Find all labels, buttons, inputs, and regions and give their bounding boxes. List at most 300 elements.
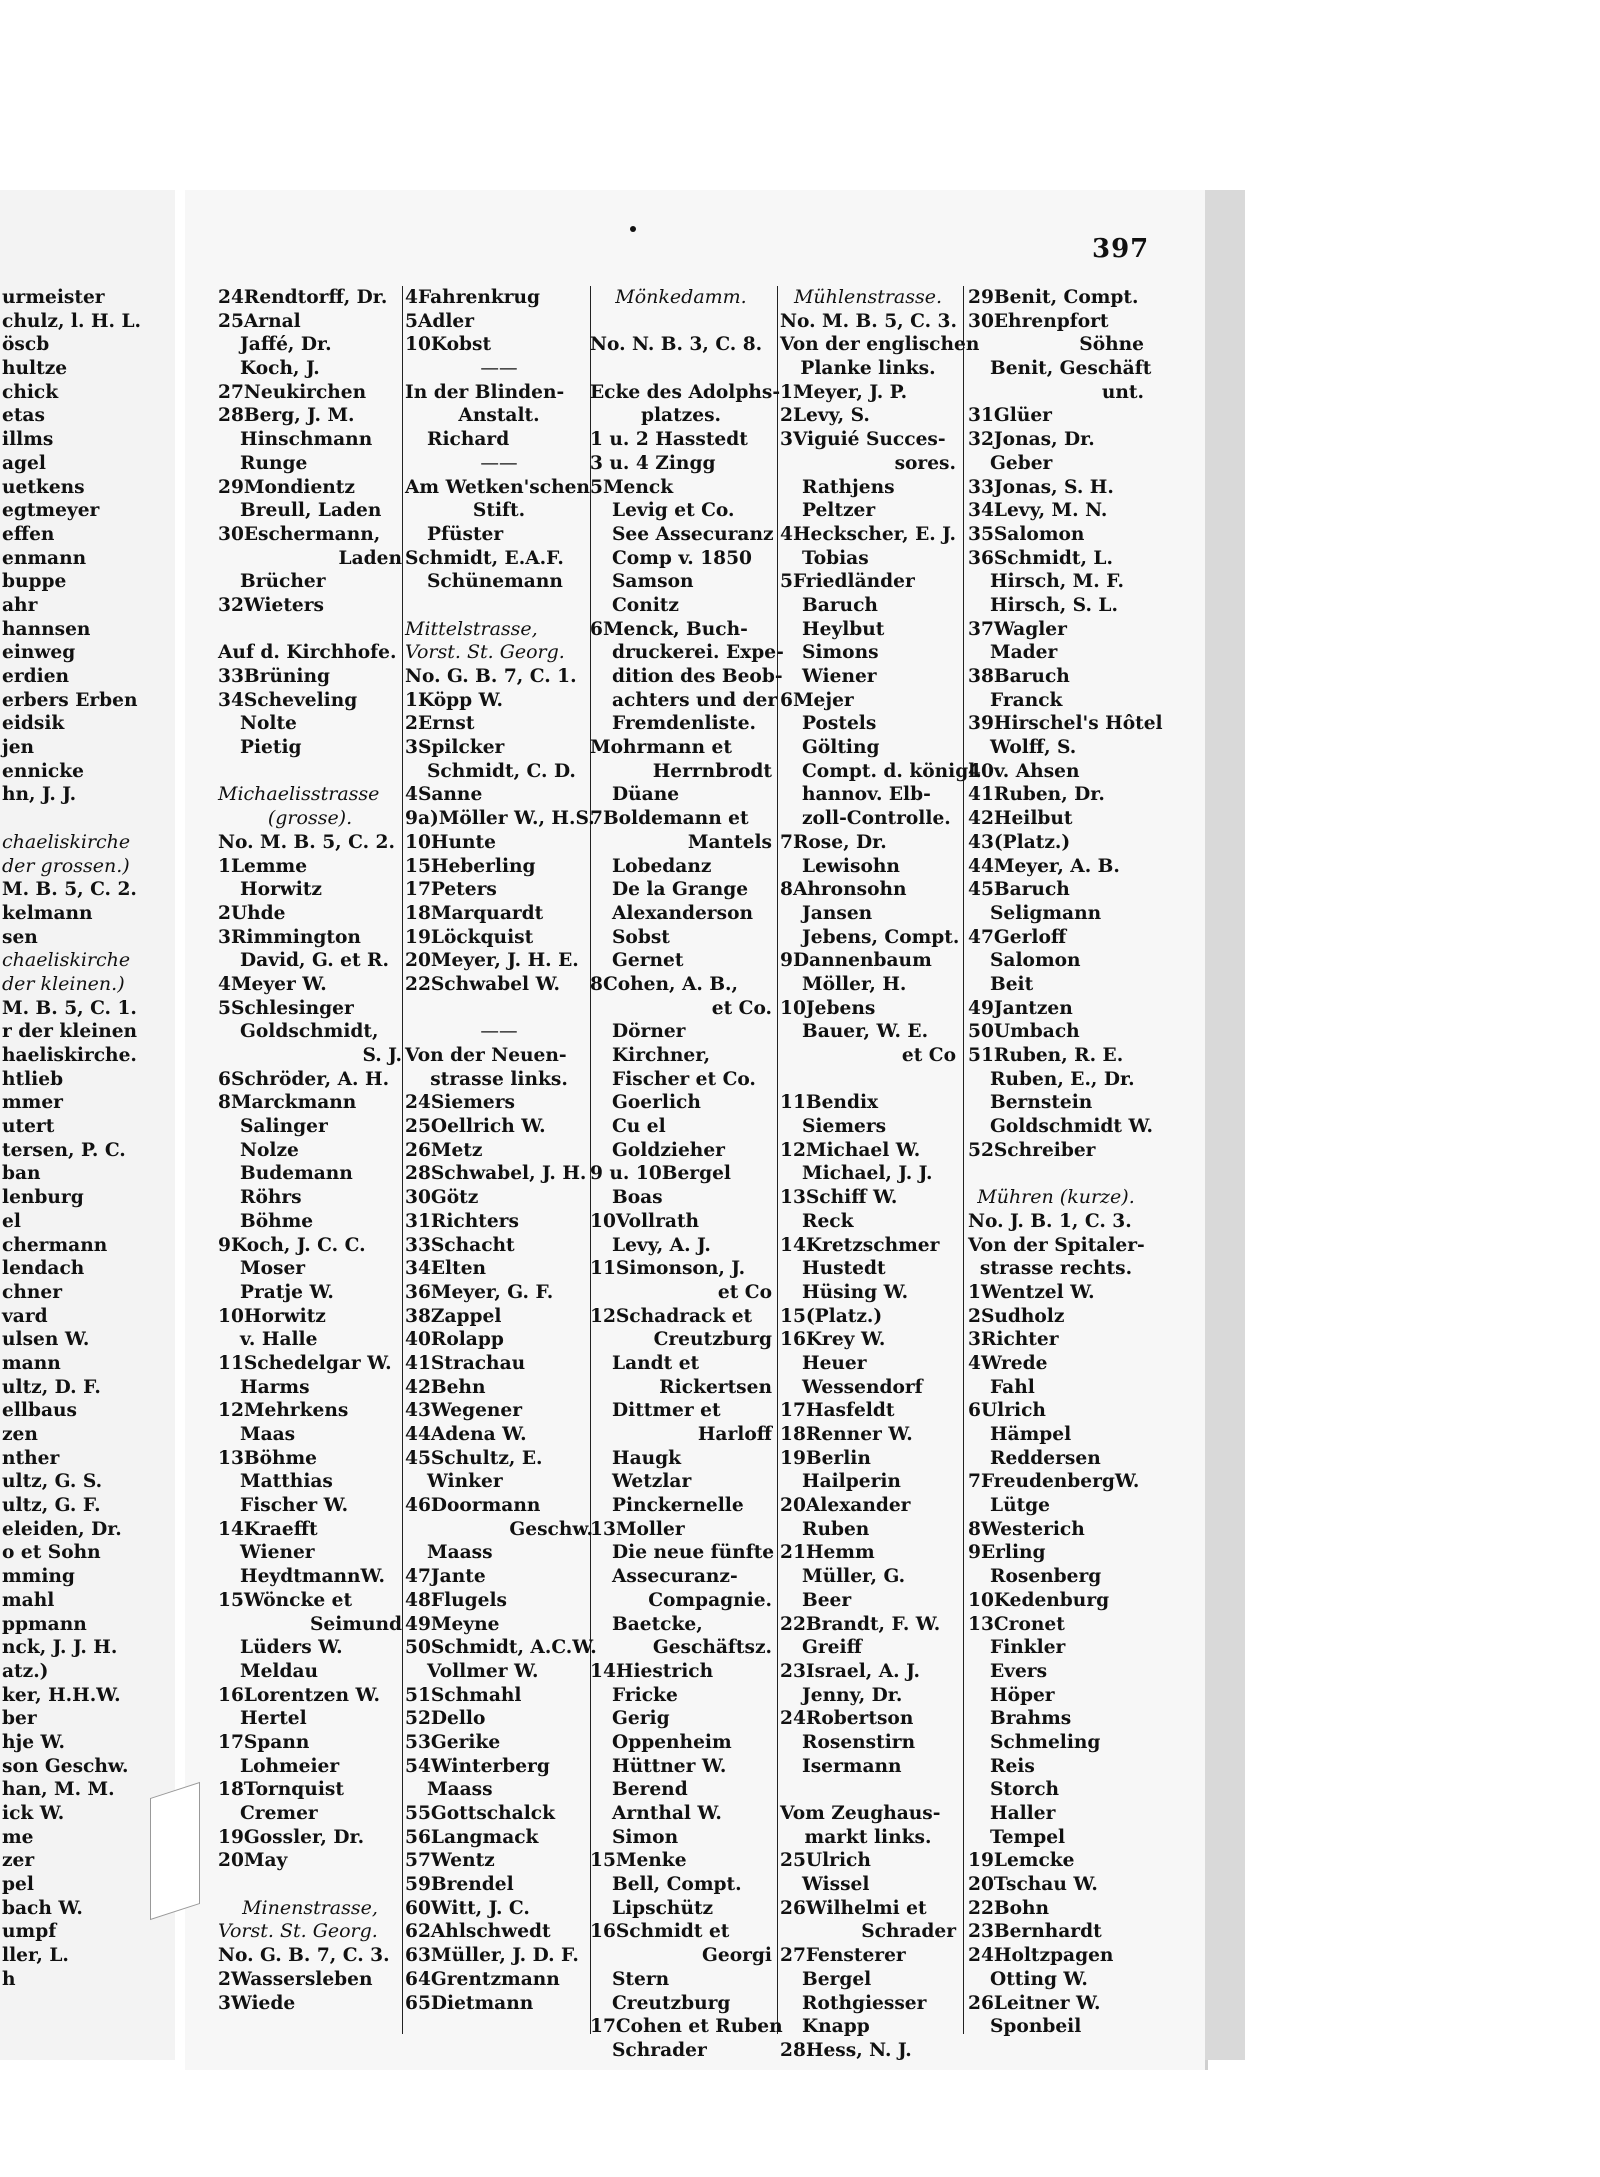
directory-entry: Geschw. <box>509 1518 593 1540</box>
directory-entry: 39Hirschel's Hôtel <box>968 713 1163 735</box>
directory-entry: 9 u. 10Bergel <box>590 1163 731 1185</box>
directory-entry: Winker <box>427 1471 503 1493</box>
directory-entry: Von der Spitaler- <box>968 1234 1145 1256</box>
directory-entry: 4Wrede <box>968 1352 1048 1374</box>
directory-entry: Laden <box>338 547 402 569</box>
directory-entry: Mühlenstrasse. <box>793 286 943 308</box>
directory-entry: 14Kretzschmer <box>780 1234 940 1256</box>
directory-entry: urmeister <box>2 287 105 308</box>
directory-entry: Fricke <box>612 1684 678 1706</box>
directory-entry: Tobias <box>802 547 869 569</box>
directory-entry: No. M. B. 5, C. 3. <box>780 310 957 332</box>
directory-entry: Salomon <box>990 950 1081 972</box>
directory-entry: 21Hemm <box>780 1542 875 1564</box>
directory-entry: Rosenstirn <box>802 1731 916 1753</box>
directory-entry: Michaelisstrasse <box>218 783 380 806</box>
text-column-3 <box>590 286 784 2063</box>
directory-entry: 2Uhde <box>218 902 286 924</box>
directory-entry: Lüders W. <box>240 1637 343 1659</box>
directory-entry: Levy, A. J. <box>612 1234 711 1256</box>
page-number: 397 <box>1092 234 1150 264</box>
directory-entry: Pratje W. <box>240 1281 334 1303</box>
blank-line <box>968 1162 1144 1186</box>
directory-entry: lendach <box>2 1258 85 1280</box>
directory-entry: Vom Zeughaus- <box>780 1803 941 1824</box>
directory-entry: Düane <box>612 784 680 806</box>
directory-entry: 2Levy, S. <box>780 405 870 427</box>
directory-entry: Rathjens <box>802 476 895 498</box>
directory-entry: Ecke des Adolphs- <box>590 381 781 403</box>
directory-entry: Wissel <box>802 1874 870 1896</box>
directory-entry: Dittmer et <box>612 1400 721 1422</box>
directory-entry: ultz, G. F. <box>2 1495 101 1517</box>
directory-entry: öscb <box>2 334 50 356</box>
directory-entry: Otting W. <box>990 1968 1088 1990</box>
directory-entry: Nolze <box>240 1139 299 1161</box>
directory-entry: Kirchner, <box>612 1045 711 1066</box>
directory-entry: Maass <box>427 1542 493 1564</box>
directory-entry: 5Menck <box>590 476 674 498</box>
directory-entry: Harms <box>240 1376 310 1398</box>
directory-entry: 25Ulrich <box>780 1850 871 1872</box>
directory-entry: 19Gossler, Dr. <box>218 1826 365 1848</box>
directory-entry: Gernet <box>612 950 684 972</box>
directory-entry: Goerlich <box>612 1092 701 1114</box>
directory-entry: 9Dannenbaum <box>780 950 932 972</box>
directory-entry: 19Lemcke <box>968 1850 1075 1872</box>
directory-entry: 24Robertson <box>780 1708 914 1730</box>
directory-entry: Gerig <box>612 1708 670 1730</box>
blank-line <box>780 1778 956 1802</box>
directory-entry: 2Ernst <box>405 713 475 735</box>
directory-entry: Planke links. <box>800 358 936 380</box>
directory-entry: Mühren (kurze). <box>977 1186 1135 1209</box>
directory-entry: 30Eschermann, <box>218 523 381 545</box>
directory-entry: eidsik <box>2 713 65 735</box>
directory-entry: Pfüster <box>427 523 504 545</box>
directory-entry: Schmidt, C. D. <box>427 760 576 782</box>
directory-entry: Peltzer <box>802 500 876 522</box>
directory-entry: zen <box>2 1424 38 1445</box>
directory-entry: Hustedt <box>802 1258 886 1280</box>
directory-entry: Heuer <box>802 1352 867 1374</box>
directory-entry: Wessendorf <box>802 1376 923 1398</box>
directory-entry: 12Mehrkens <box>218 1400 349 1422</box>
directory-entry: Samson <box>612 571 694 593</box>
directory-entry: 30Götz <box>405 1187 479 1209</box>
directory-entry: Hertel <box>240 1708 307 1730</box>
directory-entry: 17Peters <box>405 879 497 901</box>
directory-entry: Benit, Geschäft <box>990 358 1152 380</box>
directory-entry: Von der englischen <box>780 334 980 356</box>
directory-entry: 7FreudenbergW. <box>968 1471 1140 1493</box>
directory-entry: No. G. B. 7, C. 1. <box>405 666 577 687</box>
directory-entry: 62Ahlschwedt <box>405 1921 551 1943</box>
directory-entry: 8Cohen, A. B., <box>590 973 738 995</box>
directory-entry: Lütge <box>990 1495 1051 1517</box>
directory-entry: 34Scheveling <box>218 689 358 711</box>
directory-entry: Sponbeil <box>990 2016 1082 2038</box>
blank-line <box>405 594 593 618</box>
directory-entry: Vollmer W. <box>427 1660 539 1682</box>
directory-entry: Söhne <box>1079 334 1144 356</box>
blank-line <box>218 760 402 784</box>
directory-entry: HeydtmannW. <box>240 1566 386 1588</box>
directory-entry: Cremer <box>240 1803 318 1824</box>
directory-entry: Bergel <box>802 1968 872 1990</box>
directory-entry: ultz, D. F. <box>2 1376 101 1398</box>
directory-entry: Wolff, S. <box>990 737 1077 759</box>
directory-entry: 37Wagler <box>968 618 1067 640</box>
directory-entry: 3Richter <box>968 1329 1059 1351</box>
directory-entry: et Co <box>901 1045 956 1066</box>
directory-entry: Harloff <box>697 1424 772 1445</box>
directory-entry: Siemers <box>802 1116 887 1138</box>
directory-entry: 9a)Möller W., H.S. <box>405 808 595 830</box>
directory-entry: 25Oellrich W. <box>405 1116 546 1138</box>
directory-entry: Höper <box>990 1684 1055 1706</box>
directory-entry: 19Berlin <box>780 1447 871 1469</box>
directory-entry: 34Levy, M. N. <box>968 500 1108 522</box>
directory-entry: 50Umbach <box>968 1021 1080 1043</box>
directory-entry: Mönkedamm. <box>615 286 747 308</box>
directory-entry: Finkler <box>990 1637 1066 1659</box>
directory-entry: 3 u. 4 Zingg <box>590 452 716 474</box>
directory-entry: Heylbut <box>802 618 885 640</box>
directory-entry: 2Wassersleben <box>218 1968 373 1990</box>
directory-entry: 4Sanne <box>405 784 483 806</box>
directory-entry: sores. <box>894 452 956 474</box>
directory-entry: ban <box>2 1163 41 1185</box>
directory-entry: Arnthal W. <box>612 1803 722 1824</box>
directory-entry: 6Mejer <box>780 689 854 711</box>
directory-entry: 59Brendel <box>405 1874 514 1896</box>
directory-entry: 6Menck, Buch- <box>590 618 748 640</box>
directory-entry: 13Schiff W. <box>780 1187 898 1209</box>
directory-entry: Evers <box>990 1660 1048 1682</box>
directory-entry: Herrnbrodt <box>652 760 772 782</box>
directory-entry: 16Krey W. <box>780 1329 886 1351</box>
directory-entry: Compt. d. königl. <box>802 760 982 782</box>
directory-entry: (grosse). <box>267 807 353 830</box>
directory-entry: 6Ulrich <box>968 1400 1046 1422</box>
directory-entry: Mohrmann et <box>590 737 732 759</box>
directory-entry: markt links. <box>804 1826 932 1848</box>
directory-entry: 63Müller, J. D. F. <box>405 1945 579 1967</box>
directory-entry: 8Westerich <box>968 1518 1085 1540</box>
directory-entry: strasse links. <box>430 1068 568 1090</box>
directory-entry: eleiden, Dr. <box>2 1518 122 1540</box>
directory-entry: 27Neukirchen <box>218 381 367 403</box>
directory-entry: chner <box>2 1281 62 1303</box>
directory-entry: 1 u. 2 Hasstedt <box>590 429 748 451</box>
directory-entry: 10Hunte <box>405 831 496 853</box>
directory-entry: Möller, H. <box>802 973 907 995</box>
directory-entry: mahl <box>2 1589 55 1611</box>
directory-entry: Dörner <box>612 1021 686 1043</box>
directory-entry: 22Brandt, F. W. <box>780 1613 941 1635</box>
directory-entry: 54Winterberg <box>405 1755 550 1777</box>
column-rule <box>963 286 965 2034</box>
directory-entry: 1Wentzel W. <box>968 1281 1095 1303</box>
directory-entry: 4Meyer W. <box>218 973 327 995</box>
directory-entry: ennicke <box>2 760 84 782</box>
directory-entry: 15Heberling <box>405 855 536 877</box>
directory-entry: 64Grentzmann <box>405 1968 560 1990</box>
directory-entry: Wiener <box>802 666 877 687</box>
directory-entry: 12Schadrack et <box>590 1305 753 1327</box>
directory-entry: Haugk <box>612 1447 682 1469</box>
directory-entry: Hirsch, M. F. <box>990 571 1125 593</box>
directory-entry: 56Langmack <box>405 1826 539 1848</box>
directory-entry: 43(Platz.) <box>968 831 1071 853</box>
directory-entry: Isermann <box>802 1755 902 1777</box>
directory-entry: Jansen <box>802 902 873 924</box>
directory-entry: dition des Beob- <box>612 666 783 687</box>
directory-entry: 45Baruch <box>968 879 1070 901</box>
directory-entry: ick W. <box>2 1803 65 1824</box>
directory-entry: 24Siemers <box>405 1092 515 1114</box>
directory-entry: Ruben <box>802 1518 870 1540</box>
directory-entry: nther <box>2 1447 60 1469</box>
directory-entry: Bell, Compt. <box>612 1874 742 1896</box>
directory-entry: Vorst. St. Georg. <box>405 641 565 664</box>
text-column-2 <box>405 286 597 2015</box>
directory-entry: Runge <box>240 452 308 474</box>
directory-entry: Von der Neuen- <box>405 1045 567 1066</box>
directory-entry: Pietig <box>240 737 302 759</box>
directory-entry: pel <box>2 1874 34 1896</box>
directory-entry: 25Arnal <box>218 310 301 332</box>
directory-entry: 17Spann <box>218 1731 310 1753</box>
directory-entry: mming <box>2 1566 75 1588</box>
directory-entry: 15(Platz.) <box>780 1305 883 1327</box>
directory-entry: me <box>2 1826 34 1848</box>
directory-entry: 16Lorentzen W. <box>218 1684 380 1706</box>
directory-entry: unt. <box>1101 381 1144 403</box>
directory-entry: chaeliskirche <box>2 949 131 972</box>
directory-entry: 42Behn <box>405 1376 486 1398</box>
directory-entry: Böhme <box>240 1210 314 1232</box>
directory-entry: 33Brüning <box>218 666 331 687</box>
directory-entry: 10Horwitz <box>218 1305 326 1327</box>
directory-entry: 15Wöncke et <box>218 1589 353 1611</box>
directory-entry: 1Köpp W. <box>405 689 504 711</box>
directory-entry: 10Kedenburg <box>968 1589 1110 1611</box>
directory-entry: 35Salomon <box>968 523 1085 545</box>
directory-entry: Knapp <box>802 2016 870 2038</box>
directory-entry: son Geschw. <box>2 1755 129 1777</box>
directory-entry: 11Schedelgar W. <box>218 1352 392 1374</box>
directory-entry: htlieb <box>2 1068 64 1090</box>
directory-entry: —— <box>480 452 518 474</box>
directory-entry: Budemann <box>240 1163 353 1185</box>
directory-entry: Reis <box>990 1755 1035 1777</box>
directory-entry: 52Dello <box>405 1708 486 1730</box>
directory-entry: h <box>2 1968 16 1990</box>
directory-entry: 26Leitner W. <box>968 1992 1101 2014</box>
directory-entry: platzes. <box>640 405 722 427</box>
directory-entry: 57Wentz <box>405 1850 495 1872</box>
directory-entry: Fremdenliste. <box>612 713 757 735</box>
directory-entry: No. G. B. 7, C. 3. <box>218 1945 390 1967</box>
directory-entry: In der Blinden- <box>405 381 565 403</box>
torn-paper-fragment <box>150 1782 200 1920</box>
text-column-5 <box>968 286 1163 2039</box>
directory-entry: egtmeyer <box>2 500 100 522</box>
directory-entry: Richard <box>427 429 510 451</box>
directory-entry: 20Alexander <box>780 1495 911 1517</box>
directory-entry: 53Gerike <box>405 1731 501 1753</box>
directory-entry: o et Sohn <box>2 1542 101 1564</box>
directory-entry: vard <box>2 1305 48 1327</box>
blank-line <box>2 807 130 831</box>
directory-entry: 47Gerloff <box>968 926 1067 948</box>
directory-entry: Cu el <box>612 1116 666 1138</box>
directory-entry: 11Simonson, J. <box>590 1258 746 1280</box>
directory-entry: 11Bendix <box>780 1092 879 1114</box>
directory-entry: 16Schmidt et <box>590 1921 730 1943</box>
directory-entry: —— <box>480 358 518 380</box>
directory-entry: 23Israel, A. J. <box>780 1660 920 1682</box>
directory-entry: Beer <box>802 1589 852 1611</box>
directory-entry: buppe <box>2 571 67 593</box>
directory-entry: uetkens <box>2 476 85 498</box>
directory-entry: der grossen.) <box>2 854 130 877</box>
directory-entry: —— <box>480 1021 518 1043</box>
directory-entry: 5Friedländer <box>780 571 915 593</box>
directory-entry: Rothgiesser <box>802 1992 927 2014</box>
directory-entry: Reddersen <box>990 1447 1101 1469</box>
directory-entry: Conitz <box>612 594 679 616</box>
directory-entry: 60Witt, J. C. <box>405 1897 530 1919</box>
directory-entry: Schünemann <box>427 571 563 593</box>
directory-entry: chulz, l. H. L. <box>2 310 141 332</box>
directory-entry: chermann <box>2 1234 108 1256</box>
directory-entry: Simons <box>802 642 879 664</box>
directory-entry: 18Tornquist <box>218 1779 344 1801</box>
directory-entry: 8Marckmann <box>218 1092 357 1114</box>
directory-entry: Mittelstrasse, <box>405 617 538 640</box>
directory-entry: 31Richters <box>405 1210 519 1232</box>
directory-entry: han, M. M. <box>2 1779 115 1801</box>
directory-entry: 9Erling <box>968 1542 1046 1564</box>
directory-entry: Rickertsen <box>659 1376 772 1398</box>
directory-entry: 13Cronet <box>968 1613 1065 1635</box>
directory-entry: David, G. et R. <box>240 950 389 972</box>
directory-entry: Geschäftsz. <box>652 1637 772 1659</box>
text-column-1 <box>218 286 402 2015</box>
directory-entry: 44Meyer, A. B. <box>968 855 1120 877</box>
directory-entry: 32Jonas, Dr. <box>968 429 1095 451</box>
directory-entry: Breull, Laden <box>240 500 382 522</box>
directory-entry: Am Wetken'schen <box>405 476 590 498</box>
directory-entry: enmann <box>2 547 87 569</box>
directory-entry: See Assecuranz <box>612 523 774 545</box>
directory-entry: 6Schröder, A. H. <box>218 1068 390 1090</box>
directory-entry: Rosenberg <box>990 1566 1102 1588</box>
directory-entry: 20Tschau W. <box>968 1874 1098 1896</box>
directory-entry: 44Adena W. <box>405 1424 527 1445</box>
directory-entry: Goldschmidt W. <box>990 1116 1153 1138</box>
directory-entry: 17Hasfeldt <box>780 1400 895 1422</box>
directory-entry: Salinger <box>240 1116 328 1138</box>
directory-entry: Hüsing W. <box>802 1281 909 1303</box>
directory-entry: 3Viguié Succes- <box>780 429 946 451</box>
directory-entry: Levig et Co. <box>612 500 735 522</box>
directory-entry: Moser <box>240 1258 306 1280</box>
directory-entry: 18Marquardt <box>405 902 544 924</box>
directory-entry: 33Jonas, S. H. <box>968 476 1114 498</box>
directory-entry: 17Cohen et Ruben <box>590 2016 783 2038</box>
directory-entry: Lohmeier <box>240 1755 340 1777</box>
directory-entry: 48Flugels <box>405 1589 508 1611</box>
directory-entry: Haller <box>990 1803 1056 1824</box>
directory-entry: Bauer, W. E. <box>802 1021 929 1043</box>
directory-entry: 51Ruben, R. E. <box>968 1045 1124 1066</box>
directory-entry: 14Hiestrich <box>590 1660 714 1682</box>
directory-entry: Geber <box>990 452 1053 474</box>
directory-entry: Hüttner W. <box>612 1755 727 1777</box>
directory-entry: 29Mondientz <box>218 476 355 498</box>
directory-entry: 20Meyer, J. H. E. <box>405 950 579 972</box>
directory-entry: Pinckernelle <box>612 1495 744 1517</box>
directory-entry: Auf d. Kirchhofe. <box>218 642 397 664</box>
directory-entry: ultz, G. S. <box>2 1471 103 1493</box>
directory-entry: tersen, P. C. <box>2 1139 126 1161</box>
directory-entry: Lewisohn <box>802 855 900 877</box>
directory-entry: Compagnie. <box>648 1589 772 1611</box>
directory-entry: Jebens, Compt. <box>802 926 960 948</box>
directory-entry: lenburg <box>2 1187 84 1209</box>
directory-entry: Bernstein <box>990 1092 1093 1114</box>
directory-entry: einweg <box>2 642 76 664</box>
directory-entry: Hirsch, S. L. <box>990 594 1118 616</box>
directory-entry: agel <box>2 452 46 474</box>
directory-entry: 40Rolapp <box>405 1329 504 1351</box>
directory-entry: 43Wegener <box>405 1400 523 1422</box>
directory-entry: Gölting <box>802 737 880 759</box>
directory-entry: Lipschütz <box>612 1897 714 1919</box>
directory-entry: Reck <box>802 1210 854 1232</box>
directory-entry: Berend <box>612 1779 688 1801</box>
directory-entry: Comp v. 1850 <box>612 547 752 569</box>
ink-dot <box>630 226 636 232</box>
blank-line <box>218 618 402 642</box>
directory-entry: 13Böhme <box>218 1447 318 1469</box>
directory-entry: No. N. B. 3, C. 8. <box>590 334 763 356</box>
directory-entry: 28Berg, J. M. <box>218 405 355 427</box>
directory-entry: der kleinen.) <box>2 972 125 995</box>
directory-entry: 65Dietmann <box>405 1992 534 2014</box>
directory-entry: 5Adler <box>405 310 475 332</box>
directory-entry: illms <box>2 429 54 451</box>
directory-entry: 50Schmidt, A.C.W. <box>405 1637 597 1659</box>
directory-entry: Goldschmidt, <box>240 1021 379 1043</box>
column-rule <box>402 286 404 2034</box>
directory-entry: Creutzburg <box>612 1992 731 2014</box>
directory-entry: umpf <box>2 1921 57 1943</box>
blank-line <box>590 357 772 381</box>
directory-entry: Seimund <box>309 1613 402 1635</box>
directory-entry: Hinschmann <box>240 429 373 451</box>
directory-entry: 45Schultz, E. <box>405 1447 543 1469</box>
directory-entry: Lobedanz <box>612 855 712 877</box>
directory-entry: r der kleinen <box>2 1021 138 1043</box>
directory-entry: Mantels <box>687 831 772 853</box>
directory-entry: 33Schacht <box>405 1234 515 1256</box>
directory-entry: Fischer W. <box>240 1495 349 1517</box>
